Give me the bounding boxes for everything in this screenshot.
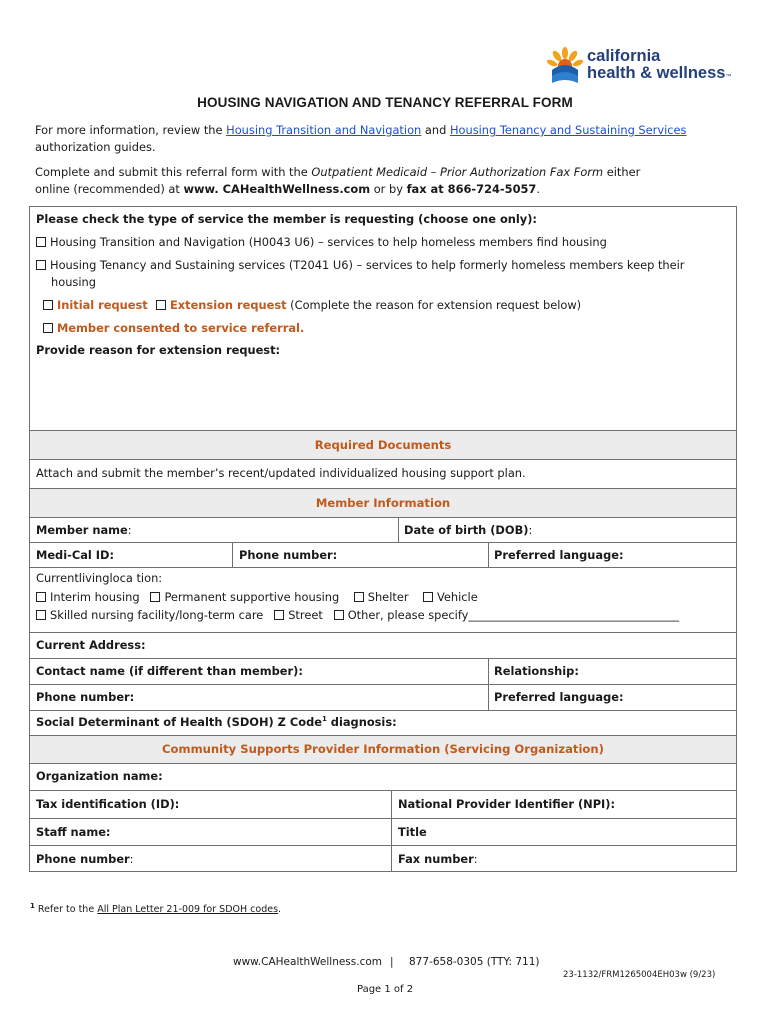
relationship-field[interactable]: Relationship: <box>494 664 579 678</box>
option-initial-request[interactable]: Initial request <box>43 298 148 312</box>
member-language-field[interactable]: Preferred language: <box>494 548 624 562</box>
extension-reason-field[interactable] <box>36 360 730 428</box>
option-street[interactable]: Street <box>274 608 323 622</box>
current-living-location-label: Currentlivingloca tion: <box>36 571 163 585</box>
logo <box>547 46 747 86</box>
provider-fax-field[interactable]: Fax number: <box>398 852 478 866</box>
contact-name-field[interactable]: Contact name (if different than member): <box>36 664 303 678</box>
dob-field[interactable]: Date of birth (DOB): <box>404 523 533 537</box>
option-interim-housing[interactable]: Interim housing <box>36 590 140 604</box>
option-member-consent[interactable]: Member consented to service referral. <box>43 321 304 335</box>
service-type-heading: Please check the type of service the member is requesting (choose one only): <box>36 212 537 226</box>
checkbox-street[interactable] <box>274 610 284 620</box>
intro-paragraph-2: Complete and submit this referral form with the Outpatient Medicaid – Prior Authorization Fax Form either online (recommended) at www. CAHealthWellness.com or by fax at 866-724-5057. <box>35 165 641 196</box>
option-other[interactable]: Other, please specify_____________________________________ <box>334 608 679 622</box>
footnote: $^1$ Refer to the All Plan Letter 21-009 for SDOH codes. <box>30 902 282 916</box>
required-documents-header: Required Documents <box>30 431 736 459</box>
contact-language-field[interactable]: Preferred language: <box>494 690 624 704</box>
current-address-field[interactable]: Current Address: <box>36 638 146 652</box>
logo-line2: health & wellness <box>587 64 726 82</box>
housing-tenancy-link[interactable]: Housing Tenancy and Sustaining Services <box>449 123 687 137</box>
provider-information-header: Community Supports Provider Information (Servicing Organization) <box>30 736 736 763</box>
checkbox-extension-request[interactable] <box>156 300 166 310</box>
checkbox-housing-tenancy[interactable] <box>36 260 46 270</box>
form-code: 23-1132/FRM1265004EH03w (9/23) <box>563 970 716 980</box>
living-location-row-2 <box>36 608 679 622</box>
option-shelter[interactable]: Shelter <box>354 590 409 604</box>
fax-text: fax at 866-724-5057 <box>406 182 537 196</box>
footer-website: www.CAHealthWellness.com <box>233 956 383 968</box>
member-phone-field[interactable]: Phone number: <box>239 548 338 562</box>
contact-phone-field[interactable]: Phone number: <box>36 690 135 704</box>
required-documents-text: Attach and submit the member’s recent/updated individualized housing support plan. <box>36 466 526 480</box>
staff-title-field[interactable]: Title <box>398 825 427 839</box>
member-name-field[interactable]: Member name: <box>36 523 132 537</box>
checkbox-skilled-nursing[interactable] <box>36 610 46 620</box>
checkbox-shelter[interactable] <box>354 592 364 602</box>
sdoh-z-code-field[interactable]: Social Determinant of Health (SDOH) Z Code$^1$ diagnosis: <box>36 715 397 729</box>
checkbox-initial-request[interactable] <box>43 300 53 310</box>
footer-phone: 877-658-0305 (TTY: 711) <box>409 956 540 968</box>
option-extension-request[interactable]: Extension request (Complete the reason for extension request below) <box>156 298 581 312</box>
organization-name-field[interactable]: Organization name: <box>36 769 163 783</box>
intro-paragraph-1: For more information, review the Housing Transition and Navigation and Housing Tenancy and Sustaining Services authorization guides. <box>35 123 687 154</box>
checkbox-other[interactable] <box>334 610 344 620</box>
page-number: Page 1 of 2 <box>357 984 414 995</box>
checkbox-member-consent[interactable] <box>43 323 53 333</box>
checkbox-vehicle[interactable] <box>423 592 433 602</box>
checkbox-interim-housing[interactable] <box>36 592 46 602</box>
tax-id-field[interactable]: Tax identification (ID): <box>36 797 180 811</box>
page-title: HOUSING NAVIGATION AND TENANCY REFERRAL FORM <box>197 95 573 110</box>
option-permanent-housing[interactable]: Permanent supportive housing <box>150 590 339 604</box>
option-skilled-nursing[interactable]: Skilled nursing facility/long-term care <box>36 608 263 622</box>
member-information-header: Member Information <box>30 489 736 517</box>
logo-icon <box>547 46 583 84</box>
option-vehicle[interactable]: Vehicle <box>423 590 478 604</box>
checkbox-housing-transition[interactable] <box>36 237 46 247</box>
provider-phone-field[interactable]: Phone number: <box>36 852 134 866</box>
apl-21-009-link[interactable]: All Plan Letter 21-009 for SDOH codes <box>97 904 279 916</box>
website-text: www. CAHealthWellness.com <box>183 182 371 196</box>
housing-transition-link[interactable]: Housing Transition and Navigation <box>226 123 422 137</box>
option-housing-tenancy-continued: housing <box>51 275 96 289</box>
footer-separator: | <box>390 956 394 968</box>
option-housing-transition[interactable]: Housing Transition and Navigation (H0043 U6) – services to help homeless members find housing <box>36 235 607 249</box>
extension-reason-label: Provide reason for extension request: <box>36 343 281 357</box>
living-location-row-1 <box>36 590 478 604</box>
staff-name-field[interactable]: Staff name: <box>36 825 111 839</box>
medi-cal-id-field[interactable]: Medi-Cal ID: <box>36 548 115 562</box>
checkbox-permanent-housing[interactable] <box>150 592 160 602</box>
npi-field[interactable]: National Provider Identifier (NPI): <box>398 797 616 811</box>
logo-line1: california <box>587 47 661 65</box>
option-housing-tenancy[interactable]: Housing Tenancy and Sustaining services (T2041 U6) – services to help formerly homeless members keep their <box>36 258 685 272</box>
logo-trademark: ™ <box>725 74 732 80</box>
